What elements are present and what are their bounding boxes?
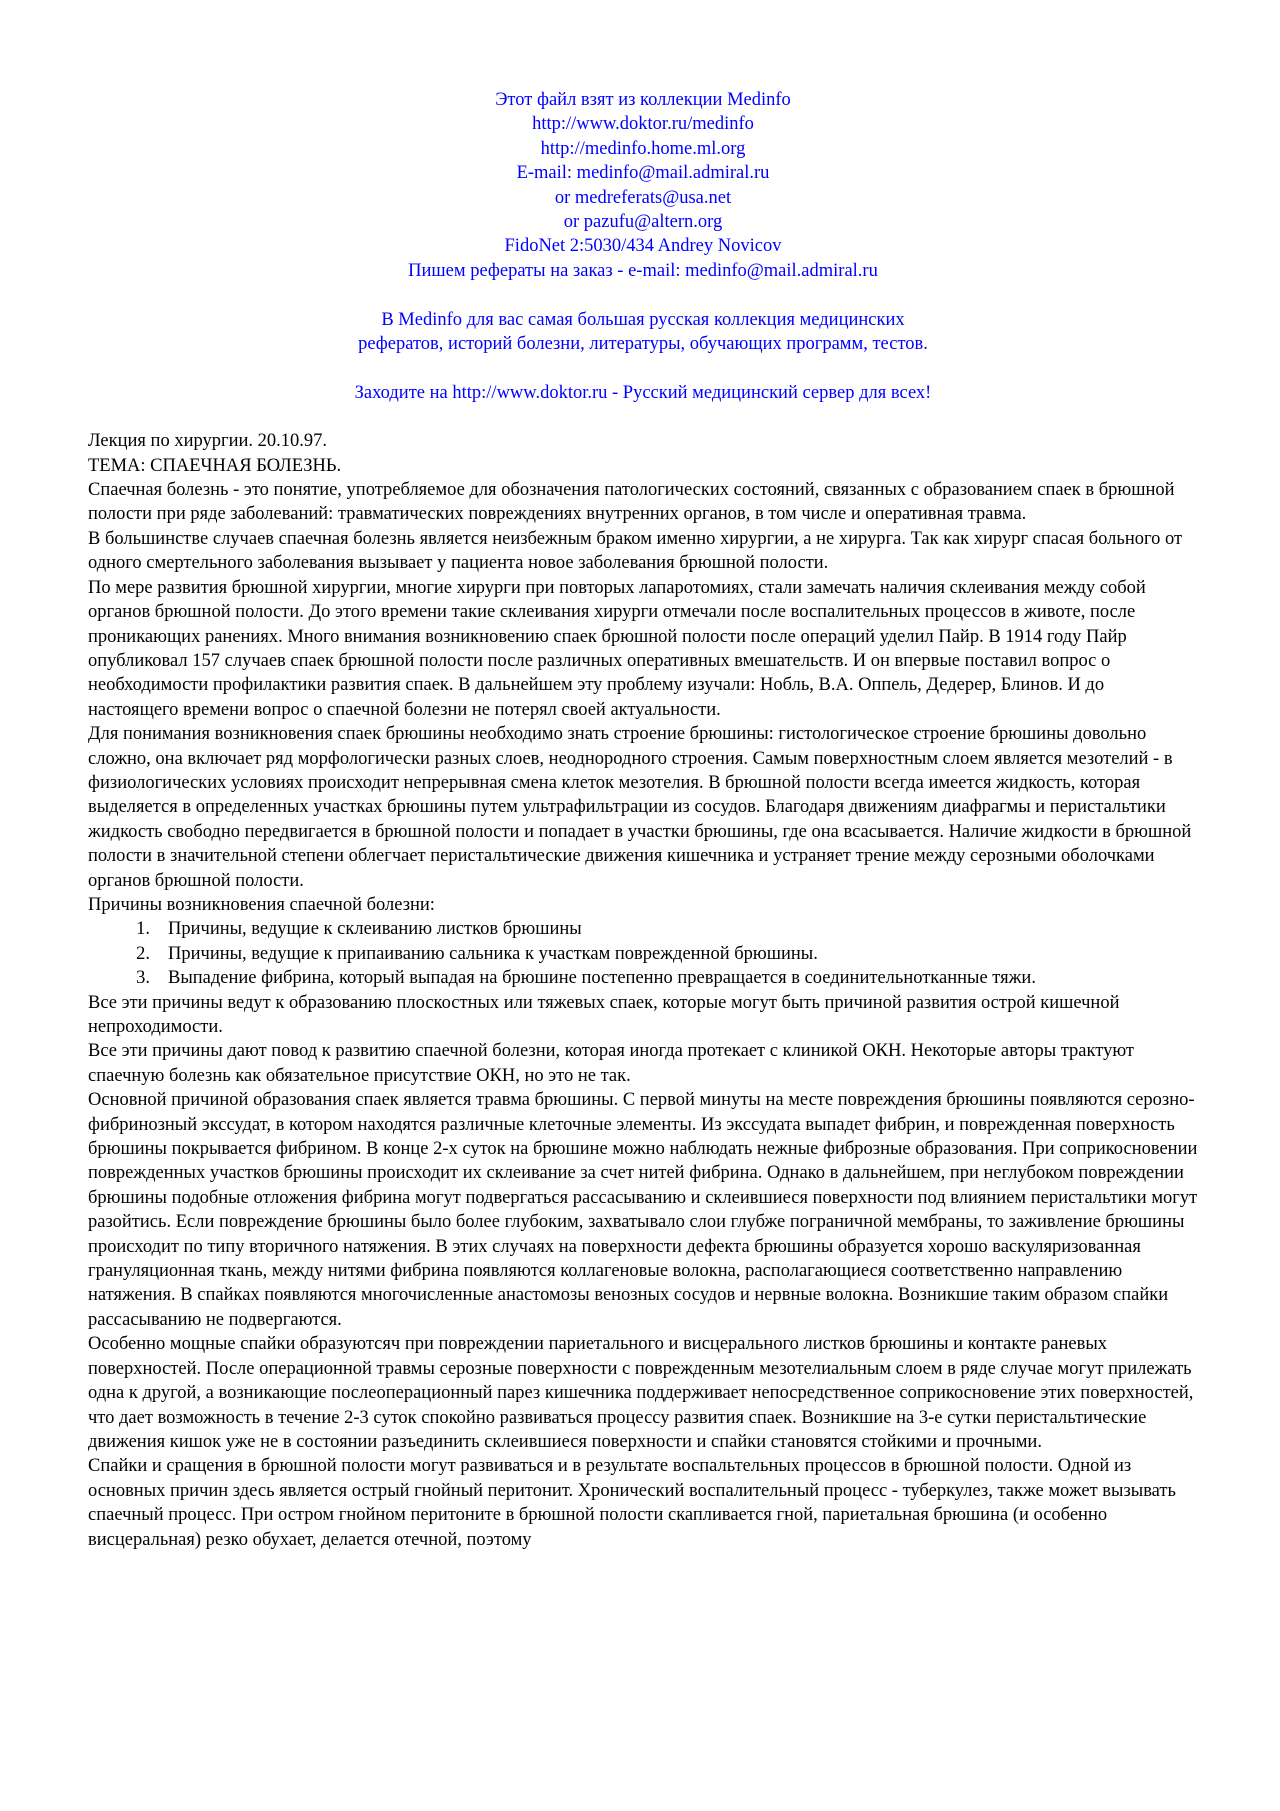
list-item-text: Выпадение фибрина, который выпадая на брюшине постепенно превращается в соединительнотканные тяжи. xyxy=(168,968,1036,989)
header-line-url-doktor[interactable]: http://www.doktor.ru/medinfo xyxy=(532,114,754,135)
header-visit-line[interactable]: Заходите на http://www.doktor.ru - Русский медицинский сервер для всех! xyxy=(354,382,932,403)
header-line-email-alt-1[interactable]: or medreferats@usa.net xyxy=(554,187,732,208)
paragraph: Основной причиной образования спаек является травма брюшины. С первой минуты на месте повреждения брюшины появляются серозно-фибринозный экссудат, в котором находятся различные клеточные элементы. Из экссудата выпадет фибрин, и поврежденная поверхность брюшины покрывается фибрином. В конце 2-х суток на брюшине можно наблюдать нежные фиброзные образования. При соприкосновении поврежденных участков брюшины происходит их склеивание за счет нитей фибрина. Однако в дальнейшем, при неглубоком повреждении брюшины подобные отложения фибрина могут подвергаться рассасыванию и склеившиеся поверхности под влиянием перистальтики могут разойтись. Если повреждение брюшины было более глубоким, захватывало слои глубже пограничной мембраны, то заживление брюшины происходит по типу вторичного натяжения. В этих случаях на поверхности дефекта брюшины образуется хорошо васкуляризованная грануляционная ткань, между нитями фибрина появляются коллагеновые волокна, располагающиеся соответственно направлению натяжения. В спайках появляются многочисленные анастомозы венозных сосудов и нервные волокна. Возникшие таким образом спайки рассасыванию не подвергаются. xyxy=(88,1090,1198,1330)
paragraph: Для понимания возникновения спаек брюшины необходимо знать строение брюшины: гистологическое строение брюшины довольно сложно, она включает ряд морфологически разных слоев, неоднородного строения. Самым поверхностным слоем является мезотелий - в физиологических условиях происходит непрерывная смена клеток мезотелия. В брюшной полости всегда имеется жидкость, которая выделяется в определенных участках брюшины путем ультрафильтрации из сосудов. Благодаря движениям диафрагмы и перистальтики жидкость свободно передвигается в брюшной полости и попадает в участки брюшины, где она всасывается. Наличие жидкости в брюшной полости в значительной степени облегчает перистальтические движения кишечника и устраняет трение между серозными оболочками органов брюшной полости. xyxy=(88,724,1192,891)
paragraph: Особенно мощные спайки образуютсяч при повреждении париетального и висцерального листков брюшины и контакте раневых поверхностей. После операционной травмы серозные поверхности с поврежденным мезотелиальным слоем в ряде случае могут прилежать одна к другой, а возникающие послеоперационный парез кишечника поддерживает непосредственное соприкосновение этих поверхностей, что дает возможность в течение 2-3 суток спокойно развиваться процессу развития спаек. Возникшие на 3-е сутки перистальтические движения кишок уже не в состоянии разъединить склеившиеся поверхности и спайки становятся стойкими и прочными. xyxy=(88,1334,1194,1452)
paragraph: Спайки и сращения в брюшной полости могут развиваться и в результате воспальтельных процессов в брюшной полости. Одной из основных причин здесь является острый гнойный перитонит. Хронический воспалительный процесс - туберкулез, также может вызывать спаечный процесс. При остром гнойном перитоните в брюшной полости скапливается гной, париетальная брюшина (и особенно висцеральная) резко обухает, делается отечной, поэтому xyxy=(88,1456,1176,1550)
list-item xyxy=(88,966,1198,990)
causes-list xyxy=(88,917,1198,990)
list-item-text: Причины, ведущие к припаиванию сальника к участкам поврежденной брюшины. xyxy=(168,943,818,964)
list-item-number: 3. xyxy=(136,968,150,989)
list-item-text: Причины, ведущие к склеиванию листков брюшины xyxy=(168,919,582,940)
paragraph: В большинстве случаев спаечная болезнь является неизбежным браком именно хирургии, а не хирурга. Так как хирург спасая больного от одного смертельного заболевания вызывает у пациента новое заболевания брюшной полости. xyxy=(88,528,1183,574)
paragraph: По мере развития брюшной хирургии, многие хирурги при повторых лапаротомиях, стали замечать наличия склеивания между собой органов брюшной полости. До этого времени такие склеивания хирурги отмечали после воспалительных процессов в животе, после проникающих ранениях. Много внимания возникновению спаек брюшной полости после операций уделил Пайр. В 1914 году Пайр опубликовал 157 случаев спаек брюшной полости после различных оперативных вмешательств. И он впервые поставил вопрос о необходимости профилактики развития спаек. В дальнейшем эту проблему изучали: Нобль, В.А. Оппель, Дедерер, Блинов. И до настоящего времени вопрос о спаечной болезни не потерял своей актуальности. xyxy=(88,577,1146,720)
header-promo-line-1: В Medinfo для вас самая большая русская коллекция медицинских xyxy=(381,309,905,330)
lecture-body xyxy=(88,429,1198,1552)
header-promo-line-2: рефератов, историй болезни, литературы, обучающих программ, тестов. xyxy=(358,334,928,355)
lecture-date: Лекция по хирургии. 20.10.97. xyxy=(88,431,328,452)
header-line-email-alt-2[interactable]: or pazufu@altern.org xyxy=(563,212,723,233)
list-item-number: 1. xyxy=(136,919,150,940)
header-line-email[interactable]: E-mail: medinfo@mail.admiral.ru xyxy=(516,163,770,184)
header-line-order: Пишем рефераты на заказ - e-mail: medinfo@mail.admiral.ru xyxy=(408,260,878,281)
list-item xyxy=(88,942,1198,966)
header-line-fidonet: FidoNet 2:5030/434 Andrey Novicov xyxy=(504,236,782,257)
header-spacer xyxy=(88,356,1198,380)
paragraph: Все эти причины ведут к образованию плоскостных или тяжевых спаек, которые могут быть причиной развития острой кишечной непроходимости. xyxy=(88,992,1120,1037)
header-spacer xyxy=(88,283,1198,307)
list-item xyxy=(88,917,1198,941)
lecture-topic: ТЕМА: СПАЕЧНАЯ БОЛЕЗНЬ. xyxy=(88,455,342,476)
list-item-number: 2. xyxy=(136,943,150,964)
header-line-collection: Этот файл взят из коллекции Medinfo xyxy=(495,90,791,110)
paragraph: Спаечная болезнь - это понятие, употребляемое для обозначения патологических состояний, связанных с образованием спаек в брюшной полости при ряде заболеваний: травматических повреждениях внутренних органов, в том числе и оперативная травма. xyxy=(88,480,1175,525)
paragraph: Все эти причины дают повод к развитию спаечной болезни, которая иногда протекает с клиникой ОКН. Некоторые авторы трактуют спаечную болезнь как обязательное присутствие ОКН, но это не так. xyxy=(88,1041,1135,1086)
header-line-url-home[interactable]: http://medinfo.home.ml.org xyxy=(540,138,746,159)
collection-header xyxy=(88,88,1198,405)
causes-heading: Причины возникновения спаечной болезни: xyxy=(88,894,435,915)
